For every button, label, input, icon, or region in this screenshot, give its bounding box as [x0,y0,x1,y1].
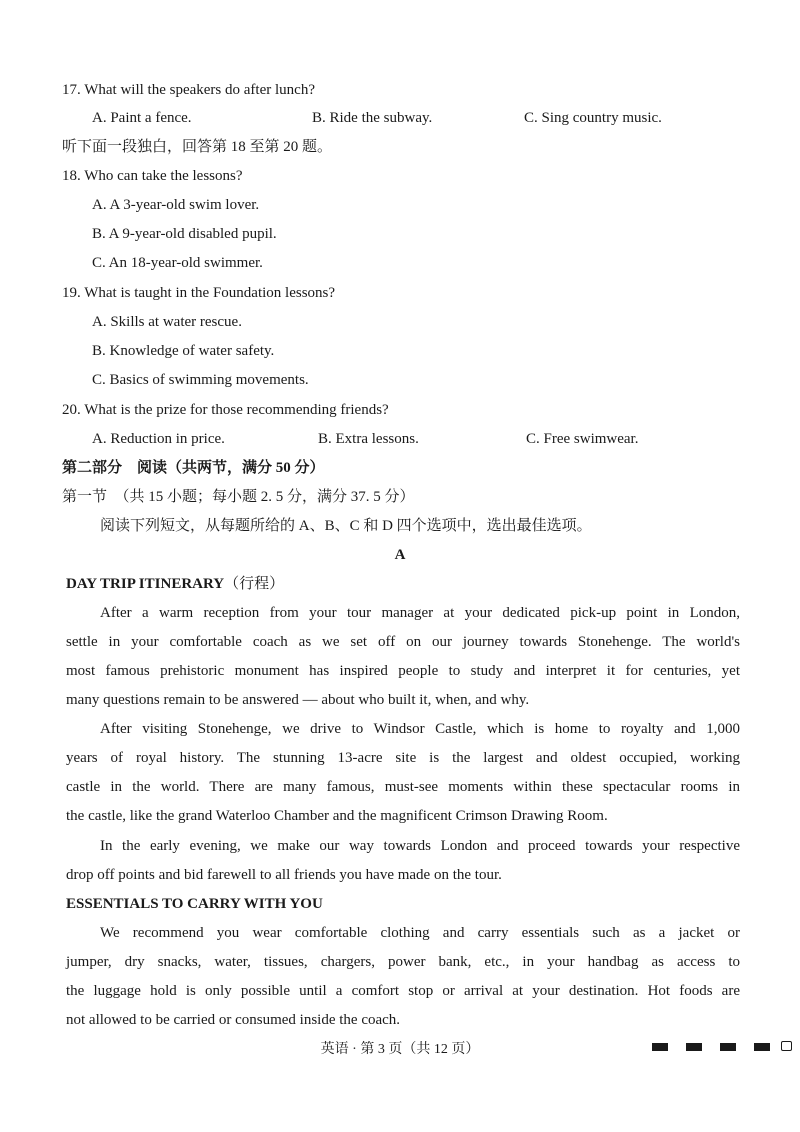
paragraph-4-line-2: jumper, dry snacks, water, tissues, chargers, power bank, etc., in your handbag as access to [66,954,740,970]
paragraph-2-line-2: years of royal history. The stunning 13-acre site is the largest and oldest occupied, working [66,750,740,766]
paragraph-1-line-4: many questions remain to be answered — about who built it, when, and why. [66,692,530,708]
question-18-stem: 18. Who can take the lessons? [62,168,243,184]
paragraph-4-line-1: We recommend you wear comfortable clothing and carry essentials such as a jacket or [100,925,740,941]
question-19-stem: 19. What is taught in the Foundation lessons? [62,285,336,301]
paragraph-1-line-2: settle in your comfortable coach as we set off on our journey towards Stonehenge. The world's [66,634,740,650]
question-19-option-b: B. Knowledge of water safety. [92,343,275,359]
scan-marks [652,1041,792,1055]
question-20-option-b: B. Extra lessons. [318,431,419,447]
question-19-option-c: C. Basics of swimming movements. [92,372,309,388]
itinerary-heading-note: （行程） [224,576,285,592]
question-18-option-a: A. A 3-year-old swim lover. [92,197,260,213]
paragraph-3-line-2: drop off points and bid farewell to all friends you have made on the tour. [66,867,502,883]
question-17-stem: 17. What will the speakers do after lunch? [62,82,315,98]
question-18-option-b: B. A 9-year-old disabled pupil. [92,226,277,242]
question-18-option-c: C. An 18-year-old swimmer. [92,255,263,271]
question-19-option-a: A. Skills at water rescue. [92,314,242,330]
paragraph-2-line-1: After visiting Stonehenge, we drive to Windsor Castle, which is home to royalty and 1,000 [100,721,740,737]
section-one-title: 第一节 （共 15 小题；每小题 2. 5 分，满分 37. 5 分） [62,489,415,505]
paragraph-2-line-4: the castle, like the grand Waterloo Chamber and the magnificent Crimson Drawing Room. [66,808,608,824]
itinerary-heading [66,574,284,594]
scan-mark-hollow [781,1041,792,1051]
itinerary-heading-text: DAY TRIP ITINERARY [66,576,225,592]
scan-mark-4 [754,1043,770,1051]
passage-label: A [394,547,406,563]
reading-instruction: 阅读下列短文，从每题所给的 A、B、C 和 D 四个选项中，选出最佳选项。 [100,518,592,534]
essentials-heading: ESSENTIALS TO CARRY WITH YOU [66,896,323,912]
scan-mark-3 [720,1043,736,1051]
paragraph-2-line-3: castle in the world. There are many famous, must-see moments within these spectacular rooms in [66,779,740,795]
paragraph-1-line-3: most famous prehistoric monument has inspired people to study and interpret it for centuries, yet [66,663,740,679]
question-20-stem: 20. What is the prize for those recommending friends? [62,402,389,418]
paragraph-1-line-1: After a warm reception from your tour manager at your dedicated pick-up point in London, [100,605,740,621]
question-17-option-c: C. Sing country music. [524,110,662,126]
scan-mark-1 [652,1043,668,1051]
monologue-instruction: 听下面一段独白，回答第 18 至第 20 题。 [62,139,333,155]
question-20-option-c: C. Free swimwear. [526,431,639,447]
part-two-title: 第二部分 阅读（共两节，满分 50 分） [62,460,325,476]
question-20-option-a: A. Reduction in price. [92,431,225,447]
paragraph-4-line-3: the luggage hold is only possible until a comfort stop or arrival at your destination. Hot foods are [66,983,740,999]
scan-mark-2 [686,1043,702,1051]
paragraph-3-line-1: In the early evening, we make our way towards London and proceed towards your respective [100,838,740,854]
paragraph-4-line-4: not allowed to be carried or consumed inside the coach. [66,1012,401,1028]
question-17-option-a: A. Paint a fence. [92,110,192,126]
question-17-option-b: B. Ride the subway. [312,110,433,126]
page-footer: 英语 · 第 3 页（共 12 页） [320,1042,480,1057]
